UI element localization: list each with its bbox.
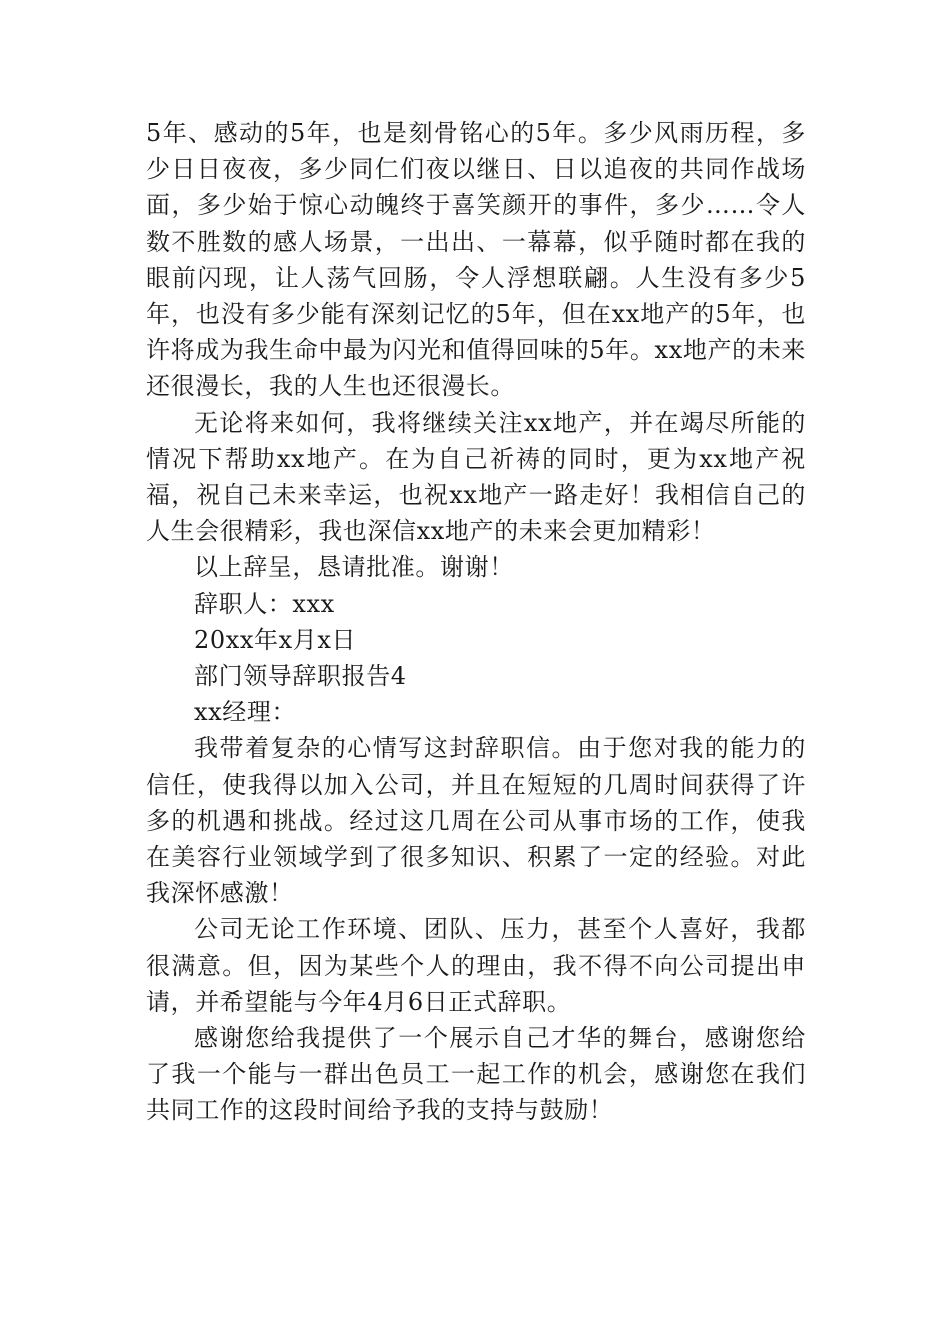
closing-line: 以上辞呈，恳请批准。谢谢！ (194, 553, 514, 582)
paragraph-4: 公司无论工作环境、团队、压力，甚至个人喜好，我都很满意。但，因为某些个人的理由，我不得不向公司提出申请，并希望能与今年4月6日正式辞职。 (146, 915, 806, 1016)
date-line: 20xx年x月x日 (194, 625, 357, 654)
paragraph-1: 5年、感动的5年，也是刻骨铭心的5年。多少风雨历程，多少日日夜夜，多少同仁们夜以继日、日以追夜的共同作战场面，多少始于惊心动魄终于喜笑颜开的事件，多少……令人数不胜数的感人场景，一出出、一幕幕，似乎随时都在我的眼前闪现，让人荡气回肠，令人浮想联翩。人生没有多少5年，也没有多少能有深刻记忆的5年，但在xx地产的5年，也许将成为我生命中最为闪光和值得回味的5年。xx地产的未来还很漫长，我的人生也还很漫长。 (146, 119, 806, 401)
paragraph-5: 感谢您给我提供了一个展示自己才华的舞台，感谢您给了我一个能与一群出色员工一起工作的机会，感谢您在我们共同工作的这段时间给予我的支持与鼓励！ (146, 1024, 806, 1125)
paragraph-3: 我带着复杂的心情写这封辞职信。由于您对我的能力的信任，使我得以加入公司，并且在短短的几周时间获得了许多的机遇和挑战。经过这几周在公司从事市场的工作，使我在美容行业领域学到了很多知识、积累了一定的经验。对此我深怀感激！ (146, 734, 806, 908)
signature-line: 辞职人：xxx (194, 589, 335, 618)
salutation: xx经理： (194, 698, 297, 727)
document-body (146, 115, 806, 1129)
paragraph-2: 无论将来如何，我将继续关注xx地产，并在竭尽所能的情况下帮助xx地产。在为自己祈祷的同时，更为xx地产祝福，祝自己未来幸运，也祝xx地产一路走好！我相信自己的人生会很精彩，我也深信xx地产的未来会更加精彩！ (146, 408, 806, 546)
section-title: 部门领导辞职报告4 (194, 662, 407, 691)
